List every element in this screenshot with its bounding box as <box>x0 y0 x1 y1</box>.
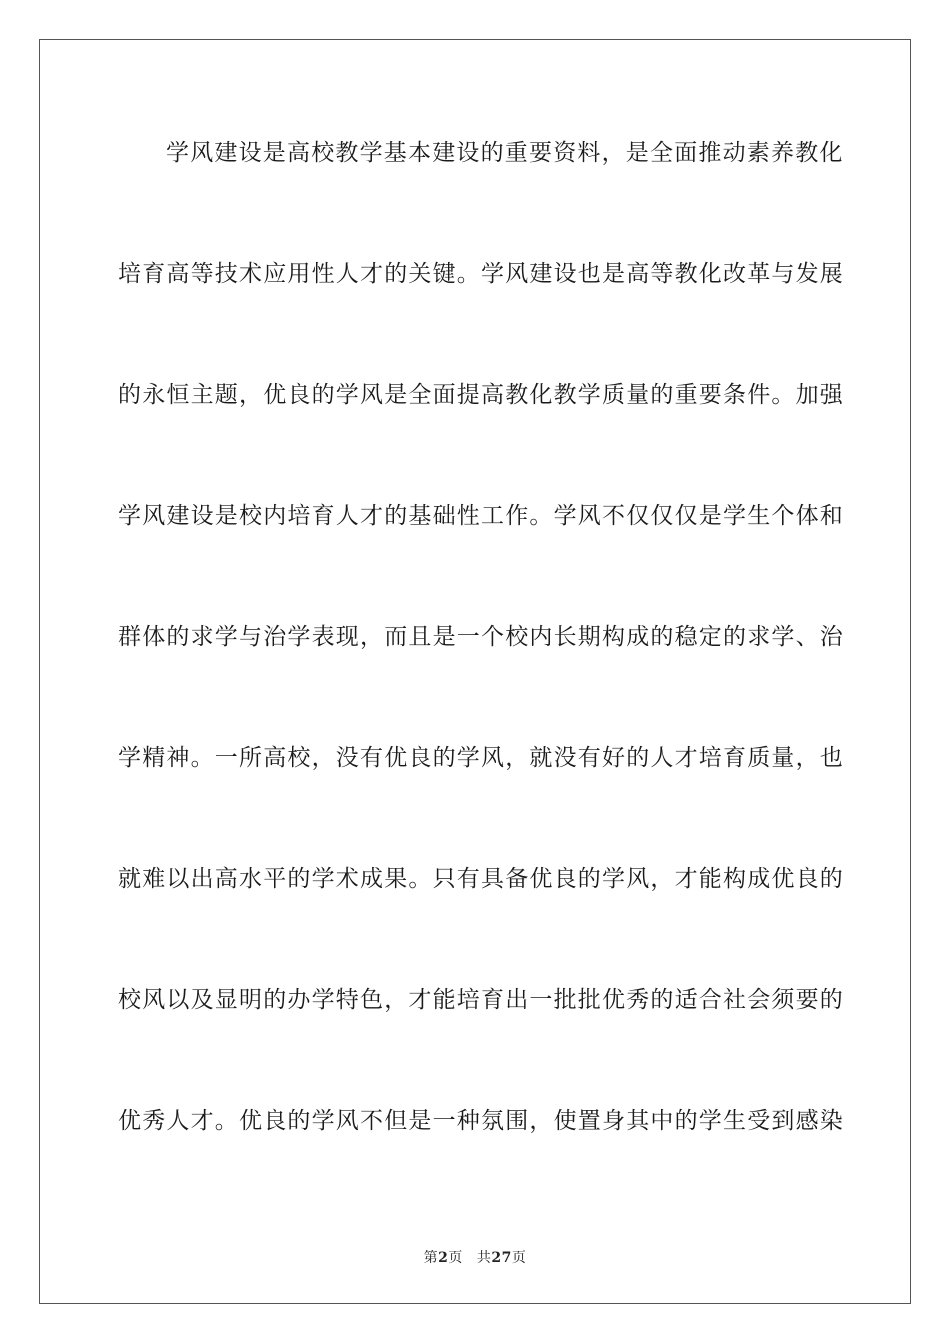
page-suffix: 页 <box>448 1250 463 1266</box>
text-line: 群体的求学与治学表现，而且是一个校内长期构成的稳定的求学、治 <box>118 624 844 650</box>
page-footer <box>0 1247 950 1267</box>
page-number: 2 <box>438 1250 449 1266</box>
page-prefix: 第 <box>423 1250 439 1266</box>
total-suffix: 页 <box>511 1250 527 1266</box>
total-prefix: 共 <box>476 1250 492 1266</box>
text-line: 培育高等技术应用性人才的关键。学风建设也是高等教化改革与发展 <box>118 261 844 287</box>
text-line: 学风建设是高校教学基本建设的重要资料，是全面推动素养教化 <box>166 140 844 166</box>
text-line: 校风以及显明的办学特色，才能培育出一批批优秀的适合社会须要的 <box>118 987 844 1013</box>
total-pages: 27 <box>491 1250 512 1266</box>
text-line: 学精神。一所高校，没有优良的学风，就没有好的人才培育质量，也 <box>118 745 844 771</box>
text-line: 的永恒主题，优良的学风是全面提高教化教学质量的重要条件。加强 <box>118 382 844 408</box>
body-paragraph <box>118 125 844 1214</box>
text-line: 学风建设是校内培育人才的基础性工作。学风不仅仅仅是学生个体和 <box>118 503 844 529</box>
text-line: 优秀人才。优良的学风不但是一种氛围，使置身其中的学生受到感染 <box>118 1108 844 1134</box>
text-line: 就难以出高水平的学术成果。只有具备优良的学风，才能构成优良的 <box>118 866 844 892</box>
